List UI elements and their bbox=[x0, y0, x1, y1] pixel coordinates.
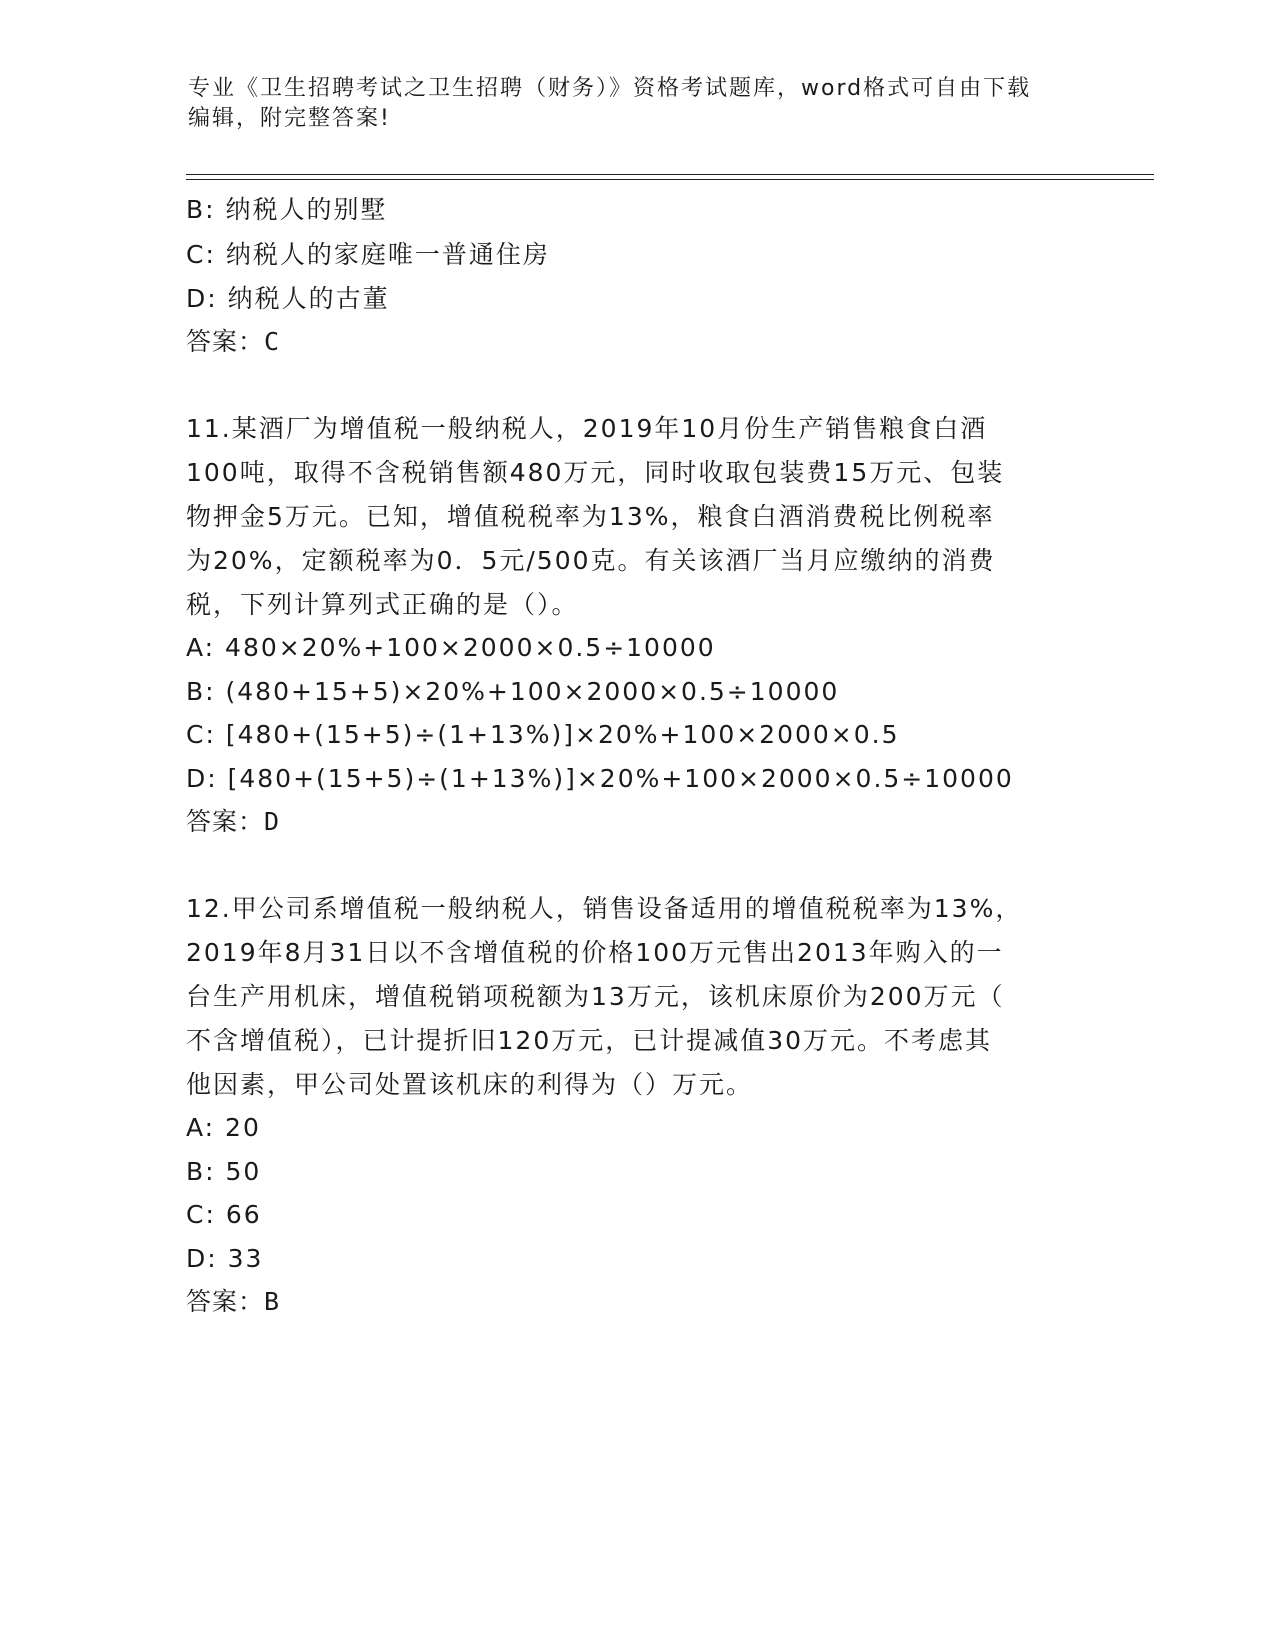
answer-value: B bbox=[264, 1287, 281, 1316]
q12-option-a: A: 20 bbox=[186, 1113, 261, 1142]
q11-answer bbox=[186, 807, 280, 837]
q10-answer bbox=[186, 327, 280, 357]
q11-option-b: B: (480+15+5)×20%+100×2000×0.5÷10000 bbox=[186, 677, 840, 706]
q11-stem-line-4: 为20%，定额税率为0．5元/500克。有关该酒厂当月应缴纳的消费 bbox=[186, 546, 996, 575]
header-line-2: 编辑，附完整答案! bbox=[188, 106, 391, 131]
q11-stem-line-2: 100吨，取得不含税销售额480万元，同时收取包装费15万元、包装 bbox=[186, 458, 1005, 487]
q12-answer bbox=[186, 1287, 280, 1317]
q11-option-a: A: 480×20%+100×2000×0.5÷10000 bbox=[186, 633, 716, 662]
q11-stem-line-3: 物押金5万元。已知，增值税税率为13%，粮食白酒消费税比例税率 bbox=[186, 502, 995, 531]
q11-option-d: D: [480+(15+5)÷(1+13%)]×20%+100×2000×0.5÷10000 bbox=[186, 764, 1014, 793]
q12-option-b: B: 50 bbox=[186, 1157, 262, 1186]
answer-label: 答案： bbox=[186, 327, 265, 356]
document-header bbox=[188, 74, 1088, 134]
q10-option-d: D: 纳税人的古董 bbox=[186, 284, 390, 313]
q11-stem-line-1: 11.某酒厂为增值税一般纳税人，2019年10月份生产销售粮食白酒 bbox=[186, 414, 988, 443]
q11-option-c: C: [480+(15+5)÷(1+13%)]×20%+100×2000×0.5 bbox=[186, 720, 900, 749]
q12-stem-line-1: 12.甲公司系增值税一般纳税人，销售设备适用的增值税税率为13%， bbox=[186, 894, 1023, 923]
answer-value: D bbox=[264, 807, 281, 836]
answer-label: 答案： bbox=[186, 807, 265, 836]
q12-option-d: D: 33 bbox=[186, 1244, 264, 1273]
header-rule-top bbox=[186, 174, 1154, 175]
header-rule-bottom bbox=[186, 179, 1154, 180]
header-line-1: 专业《卫生招聘考试之卫生招聘（财务）》资格考试题库，word格式可自由下载 bbox=[188, 76, 1032, 101]
q10-option-c: C: 纳税人的家庭唯一普通住房 bbox=[186, 240, 550, 269]
q12-stem-line-5: 他因素，甲公司处置该机床的利得为（）万元。 bbox=[186, 1070, 754, 1099]
answer-value: C bbox=[264, 327, 281, 356]
q12-option-c: C: 66 bbox=[186, 1200, 262, 1229]
q12-stem-line-4: 不含增值税），已计提折旧120万元，已计提减值30万元。不考虑其 bbox=[186, 1026, 993, 1055]
answer-label: 答案： bbox=[186, 1287, 265, 1316]
q11-stem-line-5: 税，下列计算列式正确的是（）。 bbox=[186, 590, 579, 619]
q10-option-b: B: 纳税人的别墅 bbox=[186, 195, 388, 224]
q12-stem-line-2: 2019年8月31日以不含增值税的价格100万元售出2013年购入的一 bbox=[186, 938, 1004, 967]
q12-stem-line-3: 台生产用机床，增值税销项税额为13万元，该机床原价为200万元（ bbox=[186, 982, 1005, 1011]
